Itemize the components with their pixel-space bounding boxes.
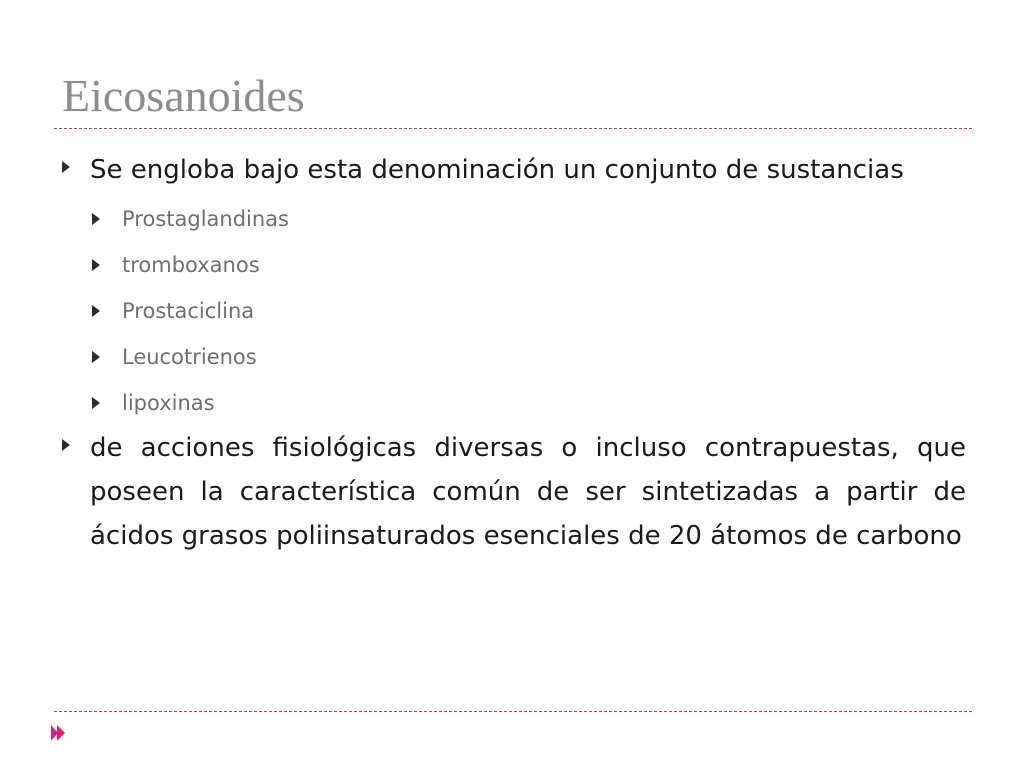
bullet-text: Se engloba bajo esta denominación un conjunto de sustancias xyxy=(90,155,904,185)
sub-bullet-item xyxy=(90,380,966,426)
sub-bullet-item xyxy=(90,196,966,242)
sub-bullet-item xyxy=(90,334,966,380)
bullet-item xyxy=(58,426,966,558)
sub-bullet-item xyxy=(90,242,966,288)
triangle-right-icon xyxy=(92,351,100,363)
triangle-right-icon xyxy=(62,439,70,451)
sub-bullet-text: Prostaciclina xyxy=(122,299,255,323)
triangle-right-icon xyxy=(92,259,100,271)
slide-content xyxy=(58,148,966,558)
triangle-right-icon xyxy=(92,397,100,409)
sub-bullet-text: Prostaglandinas xyxy=(122,207,289,231)
title-divider xyxy=(54,128,972,129)
sub-bullet-item xyxy=(90,288,966,334)
bullet-text: de acciones fisiológicas diversas o incluso contrapuestas, que poseen la característica común de ser sintetizadas a partir de ácidos grasos poliinsaturados esenciales de 20 átomos de carbono xyxy=(90,433,966,551)
sub-bullet-text: tromboxanos xyxy=(122,253,260,277)
double-chevron-icon xyxy=(50,724,66,742)
bullet-item xyxy=(58,148,966,192)
sub-bullet-text: lipoxinas xyxy=(122,391,215,415)
triangle-right-icon xyxy=(62,161,70,173)
triangle-right-icon xyxy=(92,213,100,225)
footer-divider xyxy=(54,711,972,712)
triangle-right-icon xyxy=(92,305,100,317)
slide-title: Eicosanoides xyxy=(62,70,305,121)
sub-bullet-text: Leucotrienos xyxy=(122,345,257,369)
sub-bullet-list xyxy=(58,196,966,426)
